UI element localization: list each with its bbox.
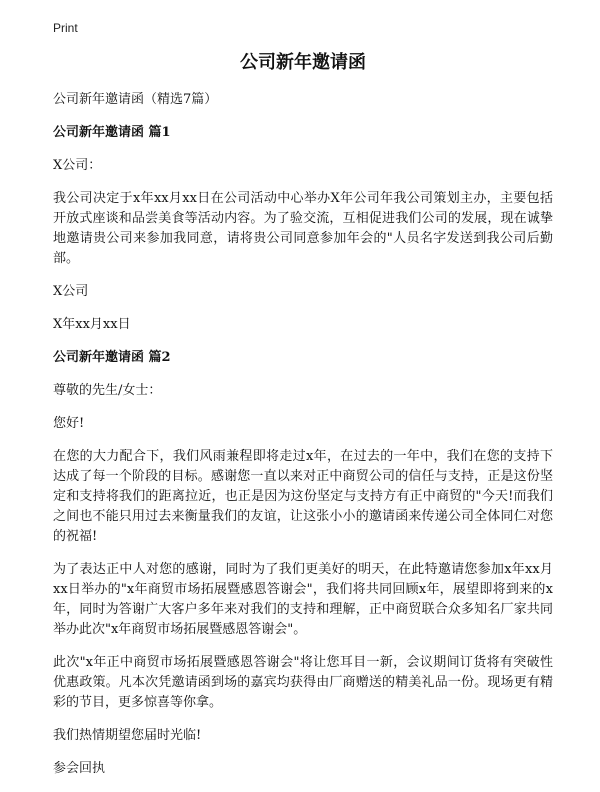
section-2-closing: 我们热情期望您届时光临! [53, 728, 202, 743]
section-2-greeting: 您好! [53, 416, 85, 431]
section-1-body: 我公司决定于x年xx月xx日在公司活动中心举办X年公司年我公司策划主办，主要包括开放式座谈和品尝美食等活动内容。为了验交流，互相促进我们公司的发展，现在诚挚地邀请贵公司来参加我同意，请将贵公司同意参加年会的"人员名字发送到我公司后勤部。 [53, 191, 553, 266]
section-1-salutation: X公司： [53, 158, 102, 173]
section-2-reply: 参会回执 [53, 761, 106, 776]
print-label: Print [53, 21, 78, 35]
section-1-signature: X公司 [53, 284, 89, 299]
section-2-heading: 公司新年邀请函 篇2 [53, 350, 171, 365]
section-1-heading: 公司新年邀请函 篇1 [53, 125, 171, 140]
section-2-paragraph-2: 为了表达正中人对您的感谢，同时为了我们更美好的明天，在此特邀请您参加x年xx月xx日举办的"x年商贸市场拓展暨感恩答谢会"，我们将共同回顾x年，展望即将到来的x年，同时为答谢广大客户多年来对我们的支持和理解，正中商贸联合众多知名厂家共同举办此次"x年商贸市场拓展暨感恩答谢会"。 [53, 562, 553, 637]
section-2-salutation: 尊敬的先生/女士： [53, 383, 162, 398]
document-title: 公司新年邀请函 [240, 52, 366, 73]
section-2-paragraph-3: 此次"x年正中商贸市场拓展暨感恩答谢会"将让您耳目一新，会议期间订货将有突破性优惠政策。凡本次凭邀请函到场的嘉宾均获得由厂商赠送的精美礼品一份。现场更有精彩的节目，更多惊喜等你拿。 [53, 655, 553, 710]
document-page [53, 50, 553, 792]
section-2-paragraph-1: 在您的大力配合下，我们风雨兼程即将走过x年，在过去的一年中，我们在您的支持下达成了每一个阶段的目标。感谢您一直以来对正中商贸公司的信任与支持，正是这份坚定和支持将我们的距离拉近，也正是因为这份坚定与支持方有正中商贸的"今天!而我们之间也不能只用过去来衡量我们的友谊，让这张小小的邀请函来传递公司全体同仁对您的祝福! [53, 449, 553, 544]
document-subtitle: 公司新年邀请函（精选7篇） [53, 92, 218, 107]
section-1-date: X年xx月xx日 [53, 317, 131, 332]
